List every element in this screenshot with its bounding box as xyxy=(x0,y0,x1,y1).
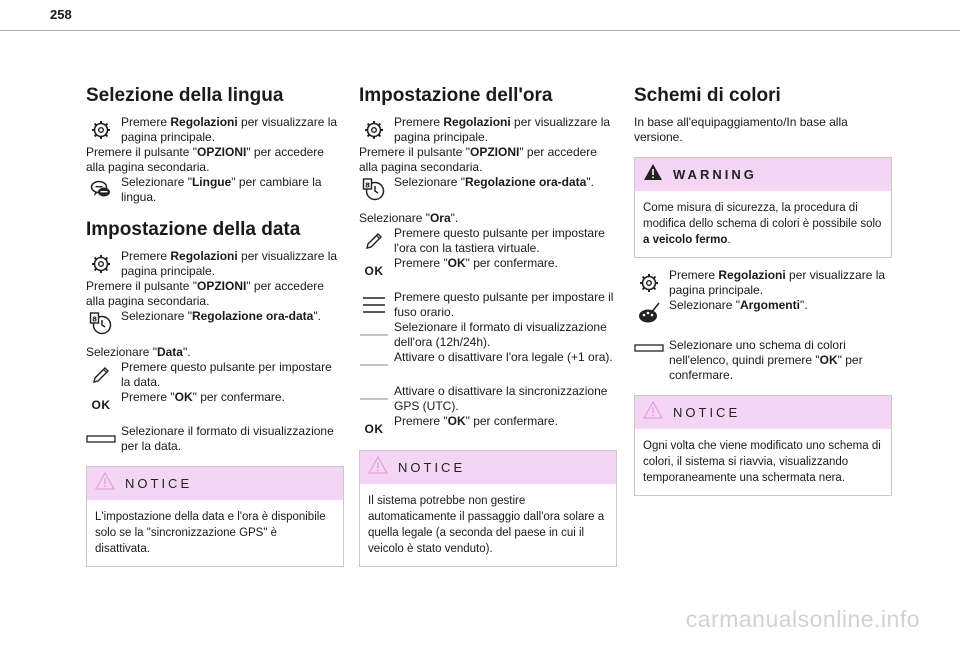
text: Premere questo pulsante per impostare la data. xyxy=(121,360,332,389)
text: per visualizzare la pagina principale. xyxy=(394,115,611,144)
text: ". xyxy=(586,175,594,189)
step-edit-date xyxy=(86,360,344,390)
column-1 xyxy=(86,85,344,567)
toggle-bar-icon xyxy=(634,338,664,358)
settings-gear-icon xyxy=(634,268,664,298)
notice-header xyxy=(635,396,891,429)
column-2 xyxy=(359,85,617,567)
text: Selezionare " xyxy=(121,175,192,189)
notice-text: Ogni volta che viene modificato uno schema di colori, il sistema si riavvia, visualizzando temporaneamente una schermata nera. xyxy=(643,440,881,484)
ok-button-icon: OK xyxy=(364,422,384,436)
notice-box xyxy=(359,450,617,567)
section-title-colors: Schemi di colori xyxy=(634,85,781,106)
step-themes xyxy=(634,298,892,328)
text-bold: OK xyxy=(447,256,466,270)
step-settings xyxy=(86,249,344,279)
text: Premere il pulsante " xyxy=(86,145,197,159)
switch-line-icon xyxy=(359,350,389,380)
step-select-time xyxy=(359,211,617,226)
text-bold: a veicolo fermo xyxy=(643,234,728,246)
pencil-icon xyxy=(86,360,116,390)
text: ". xyxy=(799,298,808,312)
svg-text:8: 8 xyxy=(365,181,370,190)
svg-text:8: 8 xyxy=(92,315,97,324)
text: Selezionare " xyxy=(121,309,192,323)
settings-gear-icon xyxy=(86,115,116,145)
step-settings xyxy=(359,115,617,145)
text: Selezionare " xyxy=(359,211,430,225)
step-dst xyxy=(359,350,617,374)
text-bold: OK xyxy=(174,390,193,404)
step-time-format xyxy=(359,320,617,350)
text-bold: Regolazioni xyxy=(170,115,238,129)
watermark: carmanualsonline.info xyxy=(685,606,920,632)
step-edit-time xyxy=(359,226,617,256)
text: Premere xyxy=(121,249,171,263)
step-options xyxy=(86,145,344,175)
text: Selezionare " xyxy=(394,175,465,189)
step-settings xyxy=(634,268,892,298)
notice-box xyxy=(86,466,344,567)
text-bold: Data xyxy=(156,345,183,359)
text: " per accedere alla pagina secondaria. xyxy=(359,145,597,174)
step-select-date xyxy=(86,345,344,360)
text-bold: Argomenti xyxy=(739,298,800,312)
page-number: 258 xyxy=(50,7,72,22)
text: Selezionare " xyxy=(669,298,740,312)
text: " per cambiare la lingua. xyxy=(121,175,322,204)
text: Selezionare " xyxy=(86,345,157,359)
text: Premere " xyxy=(394,414,448,428)
text: Selezionare uno schema di colori nell'elenco, quindi premere " xyxy=(669,338,846,367)
notice-box xyxy=(634,395,892,496)
pencil-icon xyxy=(359,226,389,256)
palette-brush-icon xyxy=(634,298,664,328)
text: Premere questo pulsante per impostare il fuso orario. xyxy=(394,290,614,319)
text: " per accedere alla pagina secondaria. xyxy=(86,279,324,308)
step-time-date xyxy=(86,309,344,339)
clock-calendar-icon xyxy=(86,309,116,339)
switch-line-icon xyxy=(359,320,389,350)
notice-label: NOTICE xyxy=(398,460,466,475)
notice-text: Il sistema potrebbe non gestire automaticamente il passaggio dall'ora solare a quella legale (a seconda del paese in cui il veicolo è stato venduto). xyxy=(368,495,605,555)
notice-header xyxy=(87,467,343,500)
step-settings xyxy=(86,115,344,145)
text-bold: Regolazioni xyxy=(443,115,511,129)
ok-button-icon: OK xyxy=(91,398,111,412)
step-confirm xyxy=(86,390,344,414)
text: per visualizzare la pagina principale. xyxy=(121,115,338,144)
text: Premere " xyxy=(394,256,448,270)
text: Premere xyxy=(394,115,444,129)
text: Attivare o disattivare la sincronizzazione GPS (UTC). xyxy=(394,384,608,413)
step-select-scheme xyxy=(634,338,892,383)
step-time-date xyxy=(359,175,617,205)
notice-text: L'impostazione della data e l'ora è disponibile solo se la "sincronizzazione GPS" è disattivata. xyxy=(95,511,326,555)
toggle-bar-icon xyxy=(86,424,116,454)
text: Selezionare il formato di visualizzazione dell'ora (12h/24h). xyxy=(394,320,607,349)
warning-box xyxy=(634,157,892,258)
text: " per confermare. xyxy=(192,390,285,404)
text: Premere " xyxy=(121,390,175,404)
section-title-language: Selezione della lingua xyxy=(86,85,284,106)
section-title-date: Impostazione della data xyxy=(86,219,301,240)
text: ". xyxy=(313,309,321,323)
text: " per confermare. xyxy=(465,414,558,428)
notice-header xyxy=(360,451,616,484)
text-bold: OPZIONI xyxy=(196,279,247,293)
list-menu-icon xyxy=(359,290,389,320)
text-bold: OK xyxy=(447,414,466,428)
text-bold: Regolazioni xyxy=(170,249,238,263)
warning-header xyxy=(635,158,891,191)
step-confirm xyxy=(359,414,617,438)
text: ". xyxy=(182,345,191,359)
warning-text xyxy=(635,191,891,257)
text: Selezionare il formato di visualizzazione per la data. xyxy=(121,424,334,453)
text-bold: Lingue xyxy=(191,175,232,189)
step-date-format xyxy=(86,424,344,454)
warning-triangle-icon xyxy=(643,401,663,424)
text-bold: Regolazioni xyxy=(718,268,786,282)
text: Attivare o disattivare l'ora legale (+1 ora). xyxy=(394,350,613,364)
text: Premere xyxy=(121,115,171,129)
intro-text: In base all'equipaggiamento/In base alla versione. xyxy=(634,115,848,144)
step-gps-sync xyxy=(359,384,617,414)
column-3 xyxy=(634,85,892,496)
text: Come misura di sicurezza, la procedura di modifica dello schema di colori è possibile solo xyxy=(643,202,882,230)
text-bold: OPZIONI xyxy=(469,145,520,159)
text: " per confermare. xyxy=(465,256,558,270)
text: per visualizzare la pagina principale. xyxy=(121,249,338,278)
text: per visualizzare la pagina principale. xyxy=(669,268,886,297)
warning-triangle-icon xyxy=(368,456,388,479)
text-bold: Ora xyxy=(429,211,451,225)
ok-button-icon: OK xyxy=(364,264,384,278)
text: " per confermare. xyxy=(669,353,863,382)
text: Premere il pulsante " xyxy=(359,145,470,159)
notice-label: NOTICE xyxy=(673,405,741,420)
text: Premere il pulsante " xyxy=(86,279,197,293)
step-options xyxy=(86,279,344,309)
text: " per accedere alla pagina secondaria. xyxy=(86,145,324,174)
text-bold: OPZIONI xyxy=(196,145,247,159)
warning-label: WARNING xyxy=(673,167,757,182)
text: . xyxy=(727,234,731,246)
text: Premere questo pulsante per impostare l'ora con la tastiera virtuale. xyxy=(394,226,605,255)
header-divider xyxy=(0,30,960,31)
section-title-time: Impostazione dell'ora xyxy=(359,85,553,106)
language-speech-icon xyxy=(86,175,116,205)
text-bold: Regolazione ora-data xyxy=(464,175,587,189)
settings-gear-icon xyxy=(359,115,389,145)
text: ". xyxy=(450,211,459,225)
warning-triangle-icon xyxy=(95,472,115,495)
step-options xyxy=(359,145,617,175)
settings-gear-icon xyxy=(86,249,116,279)
clock-calendar-icon xyxy=(359,175,389,205)
notice-label: NOTICE xyxy=(125,476,193,491)
step-languages xyxy=(86,175,344,205)
text: Premere xyxy=(669,268,719,282)
step-confirm xyxy=(359,256,617,280)
text-bold: OK xyxy=(819,353,838,367)
switch-line-icon xyxy=(359,384,389,414)
text-bold: Regolazione ora-data xyxy=(191,309,314,323)
warning-triangle-icon xyxy=(643,163,663,186)
step-timezone xyxy=(359,290,617,320)
